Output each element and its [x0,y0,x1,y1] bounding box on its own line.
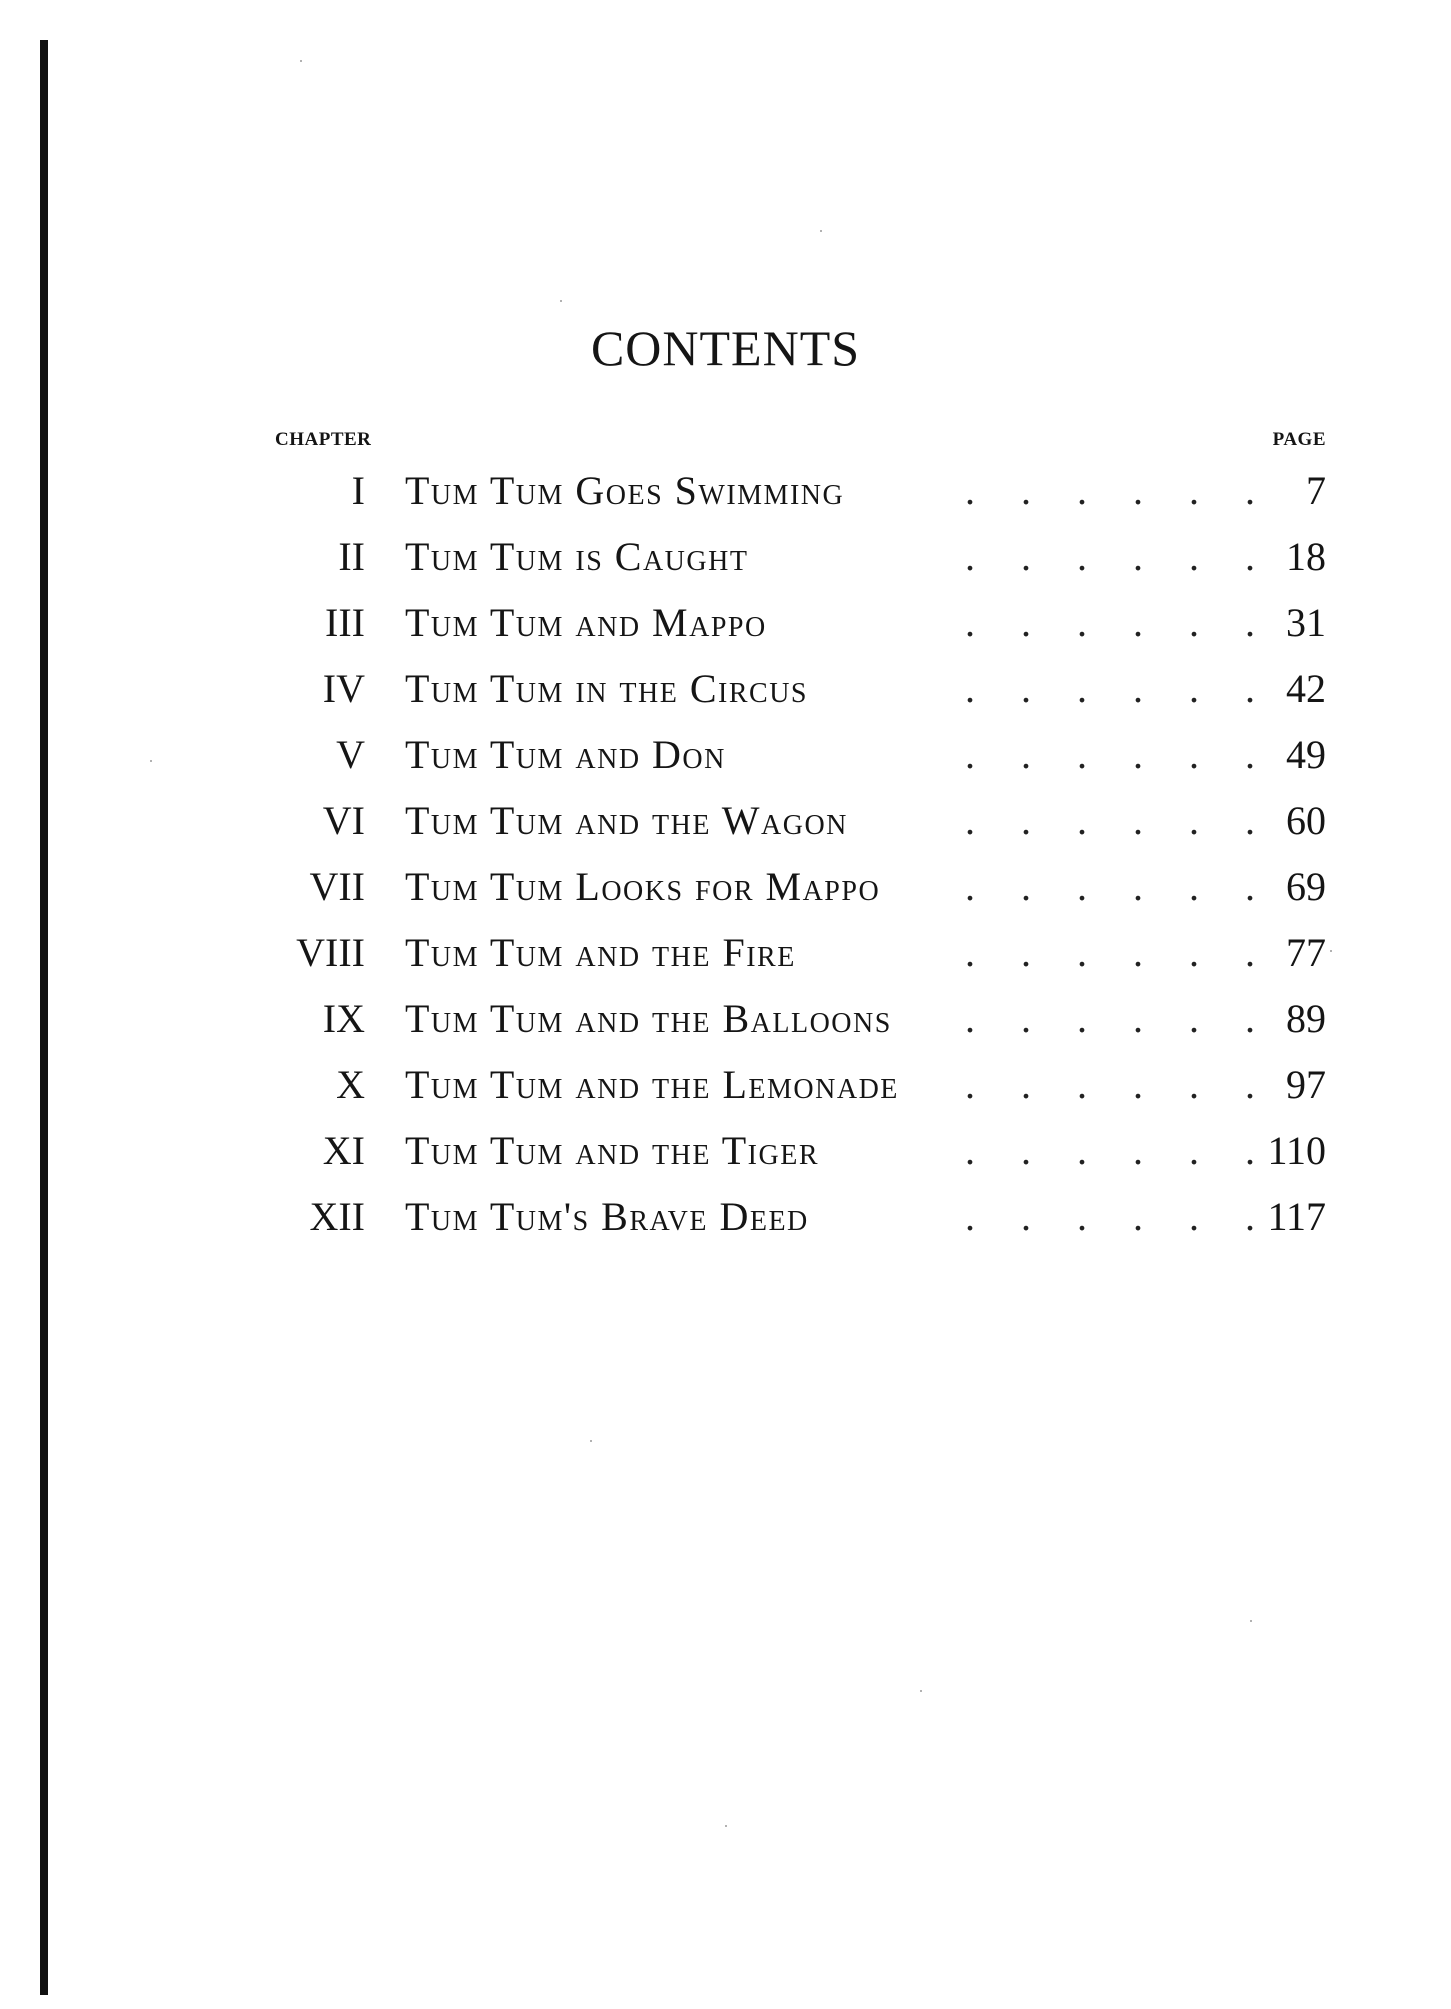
page-number: 18 [1286,534,1326,579]
dot-leader: . . . . . . [965,468,1273,513]
page-number: 77 [1286,930,1326,975]
toc-entry[interactable] [0,590,1451,656]
chapter-title[interactable]: Tum Tum and the Tiger [405,1128,820,1173]
toc-entry[interactable] [0,1052,1451,1118]
chapter-title[interactable]: Tum Tum Goes Swimming [405,468,845,513]
dot-leader: . . . . . . [965,534,1273,579]
chapter-number: IX [322,996,365,1041]
chapter-number: V [336,732,365,777]
chapter-number: X [336,1062,365,1107]
chapter-title[interactable]: Tum Tum and Mappo [405,600,767,645]
toc-entry[interactable] [0,854,1451,920]
chapter-title[interactable]: Tum Tum and the Wagon [405,798,848,843]
dot-leader: . . . . . . [965,1194,1273,1239]
chapter-title[interactable]: Tum Tum in the Circus [405,666,808,711]
dot-leader: . . . . . . [965,930,1273,975]
dot-leader: . . . . . . [965,600,1273,645]
chapter-number: XII [309,1194,365,1239]
page-number: 60 [1286,798,1326,843]
paper-speck [1250,1620,1252,1622]
dot-leader: . . . . . . [965,732,1273,777]
chapter-title[interactable]: Tum Tum and Don [405,732,726,777]
paper-speck [560,300,562,302]
dot-leader: . . . . . . [965,666,1273,711]
chapter-number: XI [322,1128,365,1173]
paper-speck [820,230,822,232]
page-number: 42 [1286,666,1326,711]
contents-title: CONTENTS [590,320,861,376]
chapter-title[interactable]: Tum Tum Looks for Mappo [405,864,881,909]
chapter-number: I [351,468,365,513]
chapter-number: VII [309,864,365,909]
page-number: 69 [1286,864,1326,909]
dot-leader: . . . . . . [965,996,1273,1041]
chapter-column-header: CHAPTER [275,429,372,450]
dot-leader: . . . . . . [965,864,1273,909]
chapter-title[interactable]: Tum Tum is Caught [405,534,749,579]
toc-entry[interactable] [0,788,1451,854]
page-number: 117 [1267,1194,1326,1239]
toc-entry[interactable] [0,458,1451,524]
toc-entry[interactable] [0,1184,1451,1250]
toc-entry[interactable] [0,524,1451,590]
paper-speck [300,60,302,62]
toc-entry[interactable] [0,722,1451,788]
page-number: 110 [1267,1128,1326,1173]
dot-leader: . . . . . . [965,1062,1273,1107]
page-column-header: PAGE [1272,429,1326,450]
paper-speck [725,1825,727,1827]
chapter-number: III [325,600,365,645]
toc-entry[interactable] [0,656,1451,722]
chapter-number: VIII [296,930,365,975]
chapter-title[interactable]: Tum Tum and the Lemonade [405,1062,899,1107]
chapter-title[interactable]: Tum Tum and the Balloons [405,996,892,1041]
dot-leader: . . . . . . [965,798,1273,843]
page-number: 89 [1286,996,1326,1041]
toc-entry[interactable] [0,986,1451,1052]
toc-entry[interactable] [0,920,1451,986]
page-number: 97 [1286,1062,1326,1107]
paper-speck [920,1690,922,1692]
page-number: 31 [1286,600,1326,645]
chapter-title[interactable]: Tum Tum's Brave Deed [405,1194,809,1239]
chapter-number: II [338,534,365,579]
chapter-number: IV [322,666,365,711]
paper-speck [590,1440,592,1442]
chapter-title[interactable]: Tum Tum and the Fire [405,930,796,975]
toc-entry[interactable] [0,1118,1451,1184]
chapter-number: VI [322,798,365,843]
page-number: 7 [1306,468,1326,513]
dot-leader: . . . . . . [965,1128,1273,1173]
page-number: 49 [1286,732,1326,777]
